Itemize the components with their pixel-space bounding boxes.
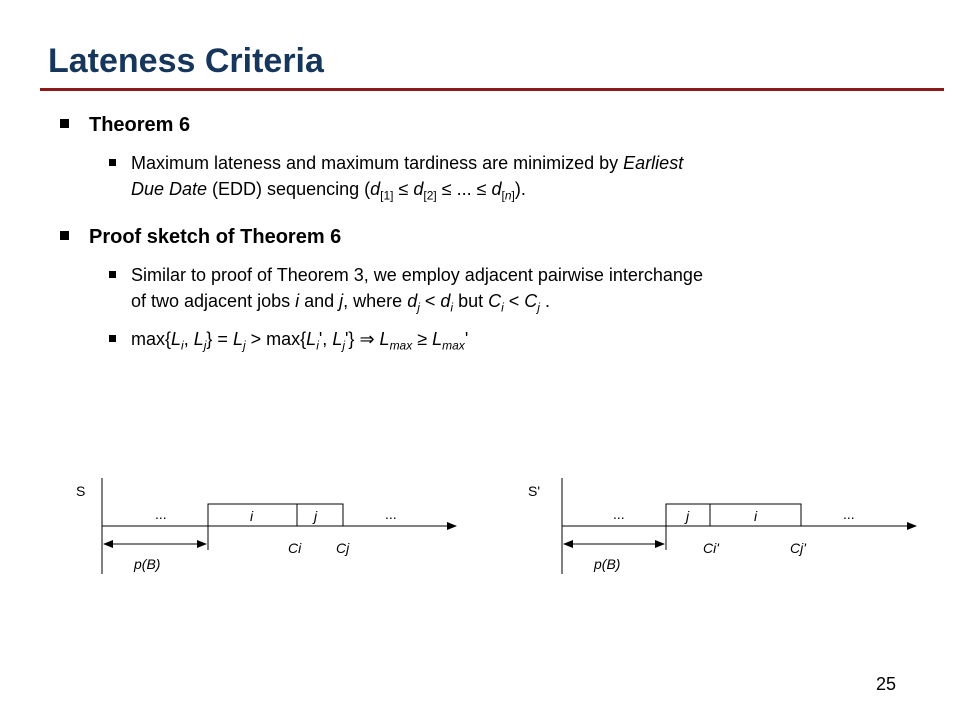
- statement-line-2: Due Date (EDD) sequencing ($d_{[1]} \le d_{[2]}$ ≤ ... ≤ $d_{[n]}$).: [131, 179, 526, 203]
- job-block: [208, 504, 343, 526]
- completion-cj-label: Cj: [336, 540, 350, 556]
- completion-ci-label: Ci: [288, 540, 302, 556]
- pb-label: p(B): [594, 556, 621, 572]
- diagram-label: S': [528, 483, 541, 499]
- section-heading: Theorem 6: [89, 114, 191, 136]
- diagram-label: S: [76, 483, 86, 499]
- diagram-s: [76, 478, 456, 574]
- proof-line-1: Similar to proof of Theorem 3, we employ adjacent pairwise interchange: [109, 262, 889, 288]
- dots-left: ...: [155, 506, 167, 522]
- completion-ci-prime-label: Ci': [703, 540, 719, 556]
- section-heading: Proof sketch of Theorem 6: [89, 226, 342, 248]
- pb-label: p(B): [134, 556, 161, 572]
- diagram-s-prime: [528, 478, 916, 574]
- page-number: 25: [875, 674, 896, 694]
- completion-cj-prime-label: Cj': [790, 540, 806, 556]
- statement-line-1: Maximum lateness and maximum tardiness are minimized by Earliest: [109, 150, 889, 176]
- job-i-label: i: [754, 508, 758, 524]
- job-j-label: j: [686, 508, 690, 524]
- dots-left: ...: [613, 506, 625, 522]
- job-j-label: j: [314, 508, 318, 524]
- proof-line-3: $\max\{L_i$, $L_j\} = L_j > \max\{L_i'$, $L_j'$} ⇒ $L_{max} \ge L_{max}'$: [109, 326, 889, 359]
- proof-line-2: of two adjacent jobs i and j, where $d_j < d_i$ but $C_i < C_j$ .: [131, 291, 550, 315]
- dots-right: ...: [385, 506, 397, 522]
- slide-title: Lateness Criteria: [48, 42, 324, 80]
- job-i-label: i: [250, 508, 254, 524]
- dots-right: ...: [843, 506, 855, 522]
